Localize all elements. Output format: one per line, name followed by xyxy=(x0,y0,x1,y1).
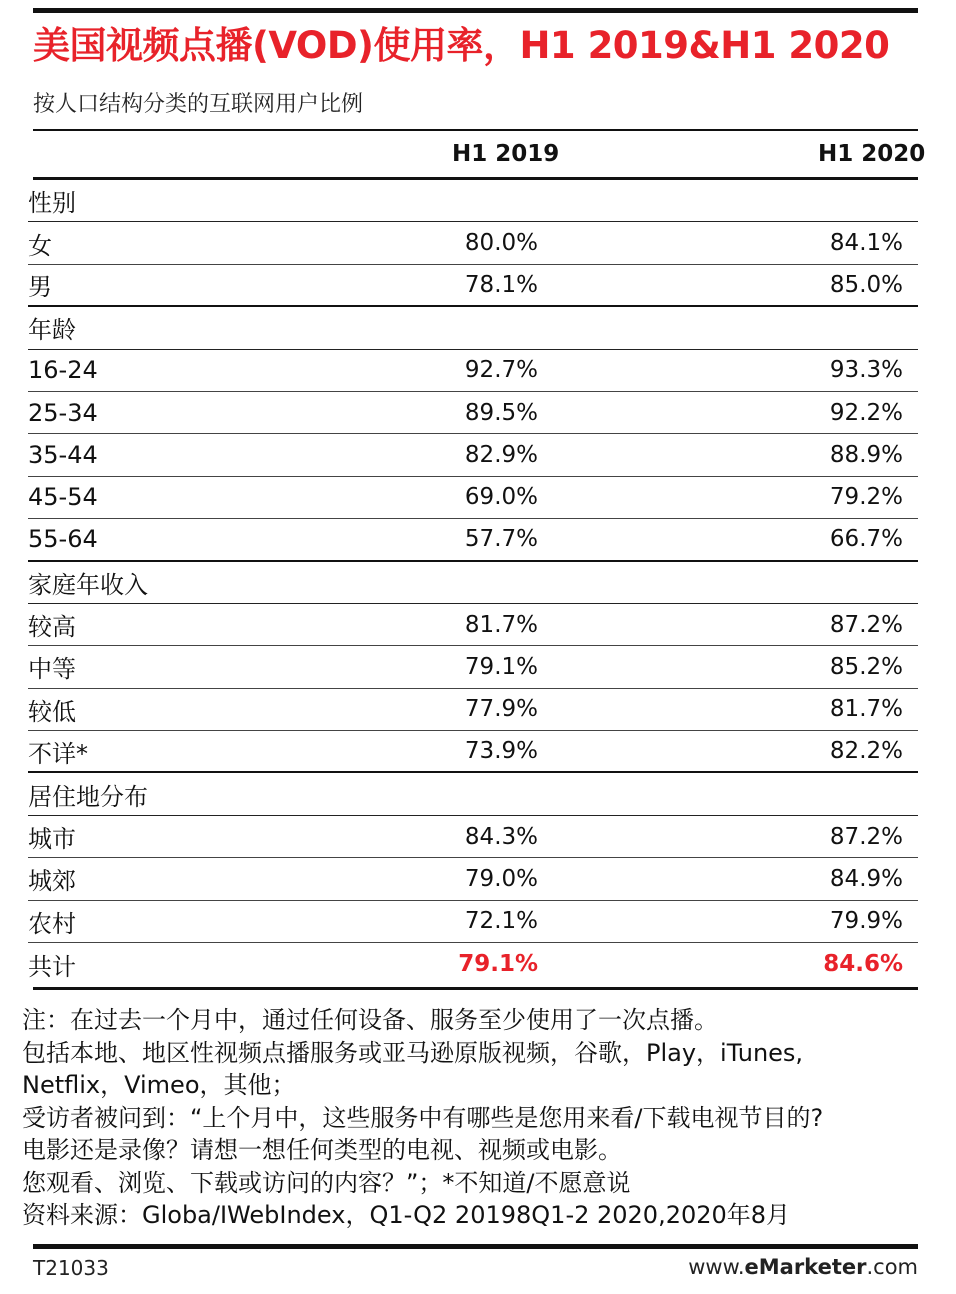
value-2019: 73.9% xyxy=(464,738,538,765)
value-2020: 85.0% xyxy=(829,271,903,298)
value-2020: 82.2% xyxy=(829,738,903,765)
row-label: 35-44 xyxy=(28,441,98,470)
column-header-2019: H1 2019 xyxy=(452,141,560,167)
value-2019: 79.1% xyxy=(464,653,538,680)
page-subtitle: 按人口结构分类的互联网用户比例 xyxy=(33,92,364,117)
table-row xyxy=(28,646,918,688)
total-row xyxy=(28,943,918,985)
table-row xyxy=(28,731,918,773)
value-2019: 84.3% xyxy=(464,823,538,850)
note-line: 电影还是录像？请想一想任何类型的电视、视频或电影。 xyxy=(22,1136,622,1164)
value-2019: 89.5% xyxy=(464,399,538,426)
page-title: 美国视频点播(VOD)使用率，H1 2019&H1 2020 xyxy=(33,24,890,67)
data-table xyxy=(28,180,918,985)
value-2020: 84.1% xyxy=(829,230,903,257)
row-label: 较高 xyxy=(28,613,76,642)
section-header-row xyxy=(28,180,918,222)
value-2019 xyxy=(418,307,538,348)
note-line: 注：在过去一个月中，通过任何设备、服务至少使用了一次点播。 xyxy=(22,1006,718,1034)
value-2019: 69.0% xyxy=(464,484,538,511)
row-label: 45-54 xyxy=(28,483,98,512)
value-2019: 79.1% xyxy=(458,951,538,978)
footer-rule xyxy=(33,1244,918,1249)
footer-id: T21033 xyxy=(33,1256,109,1280)
section-header-row xyxy=(28,307,918,349)
table-row xyxy=(28,816,918,858)
value-2019 xyxy=(418,180,538,221)
value-2020: 92.2% xyxy=(829,399,903,426)
value-2019: 82.9% xyxy=(464,442,538,469)
row-label: 年龄 xyxy=(28,316,76,345)
table-row xyxy=(28,265,918,307)
value-2019: 92.7% xyxy=(464,357,538,384)
table-row xyxy=(28,689,918,731)
row-label: 55-64 xyxy=(28,525,98,554)
table-row xyxy=(28,392,918,434)
table-row xyxy=(28,858,918,900)
value-2020 xyxy=(783,773,903,814)
value-2020: 66.7% xyxy=(829,526,903,553)
row-label: 城市 xyxy=(28,825,76,854)
row-label: 性别 xyxy=(28,189,76,218)
value-2020: 87.2% xyxy=(829,611,903,638)
value-2019 xyxy=(418,773,538,814)
row-label: 不详* xyxy=(28,739,88,768)
row-label: 25-34 xyxy=(28,398,98,427)
value-2020: 87.2% xyxy=(829,823,903,850)
value-2020 xyxy=(783,562,903,603)
note-line: 包括本地、地区性视频点播服务或亚马逊原版视频，谷歌，Play，iTunes, xyxy=(22,1038,804,1067)
note-line: 您观看、浏览、下载或访问的内容？”；*不知道/不愿意说 xyxy=(22,1168,631,1197)
table-row xyxy=(28,350,918,392)
notes xyxy=(22,1004,952,1232)
table-row xyxy=(28,222,918,264)
row-label: 农村 xyxy=(28,909,76,938)
row-label: 中等 xyxy=(28,655,76,684)
table-row xyxy=(28,604,918,646)
brand-suffix: .com xyxy=(866,1255,918,1279)
value-2019: 77.9% xyxy=(464,696,538,723)
footer-brand xyxy=(688,1253,918,1281)
value-2020: 85.2% xyxy=(829,653,903,680)
header-rule xyxy=(33,129,918,131)
table-row xyxy=(28,519,918,561)
value-2020: 84.9% xyxy=(829,865,903,892)
top-rule xyxy=(33,8,918,13)
row-label: 家庭年收入 xyxy=(28,570,148,599)
note-line: Netflix，Vimeo，其他； xyxy=(22,1071,296,1099)
note-line: 资料来源：Globa/IWebIndex，Q1-Q2 20198Q1-2 2020,2020年8月 xyxy=(22,1201,791,1229)
note-line: 受访者被问到：“上个月中，这些服务中有哪些是您用来看/下载电视节目的? xyxy=(22,1103,824,1132)
value-2020: 88.9% xyxy=(829,442,903,469)
row-label: 男 xyxy=(28,273,52,302)
row-label: 城郊 xyxy=(28,867,76,896)
brand-prefix: www. xyxy=(688,1255,745,1279)
row-label: 较低 xyxy=(28,697,76,726)
value-2020 xyxy=(783,307,903,348)
value-2019: 79.0% xyxy=(464,865,538,892)
brand-name: eMarketer xyxy=(744,1255,867,1279)
table-row xyxy=(28,477,918,519)
value-2020: 93.3% xyxy=(829,357,903,384)
row-label: 共计 xyxy=(28,952,76,981)
value-2019: 57.7% xyxy=(464,526,538,553)
section-header-row xyxy=(28,562,918,604)
section-header-row xyxy=(28,773,918,815)
row-label: 女 xyxy=(28,231,52,260)
column-header-2020: H1 2020 xyxy=(818,141,926,167)
value-2020: 84.6% xyxy=(823,951,903,978)
table-row xyxy=(28,901,918,943)
value-2020: 79.2% xyxy=(829,484,903,511)
value-2020 xyxy=(783,180,903,221)
table-bottom-rule xyxy=(33,987,918,990)
value-2020: 79.9% xyxy=(829,908,903,935)
value-2019 xyxy=(418,562,538,603)
value-2020: 81.7% xyxy=(829,696,903,723)
row-label: 居住地分布 xyxy=(28,782,148,811)
value-2019: 81.7% xyxy=(464,611,538,638)
value-2019: 80.0% xyxy=(464,230,538,257)
table-row xyxy=(28,434,918,476)
row-label: 16-24 xyxy=(28,356,98,385)
value-2019: 78.1% xyxy=(464,271,538,298)
value-2019: 72.1% xyxy=(464,908,538,935)
